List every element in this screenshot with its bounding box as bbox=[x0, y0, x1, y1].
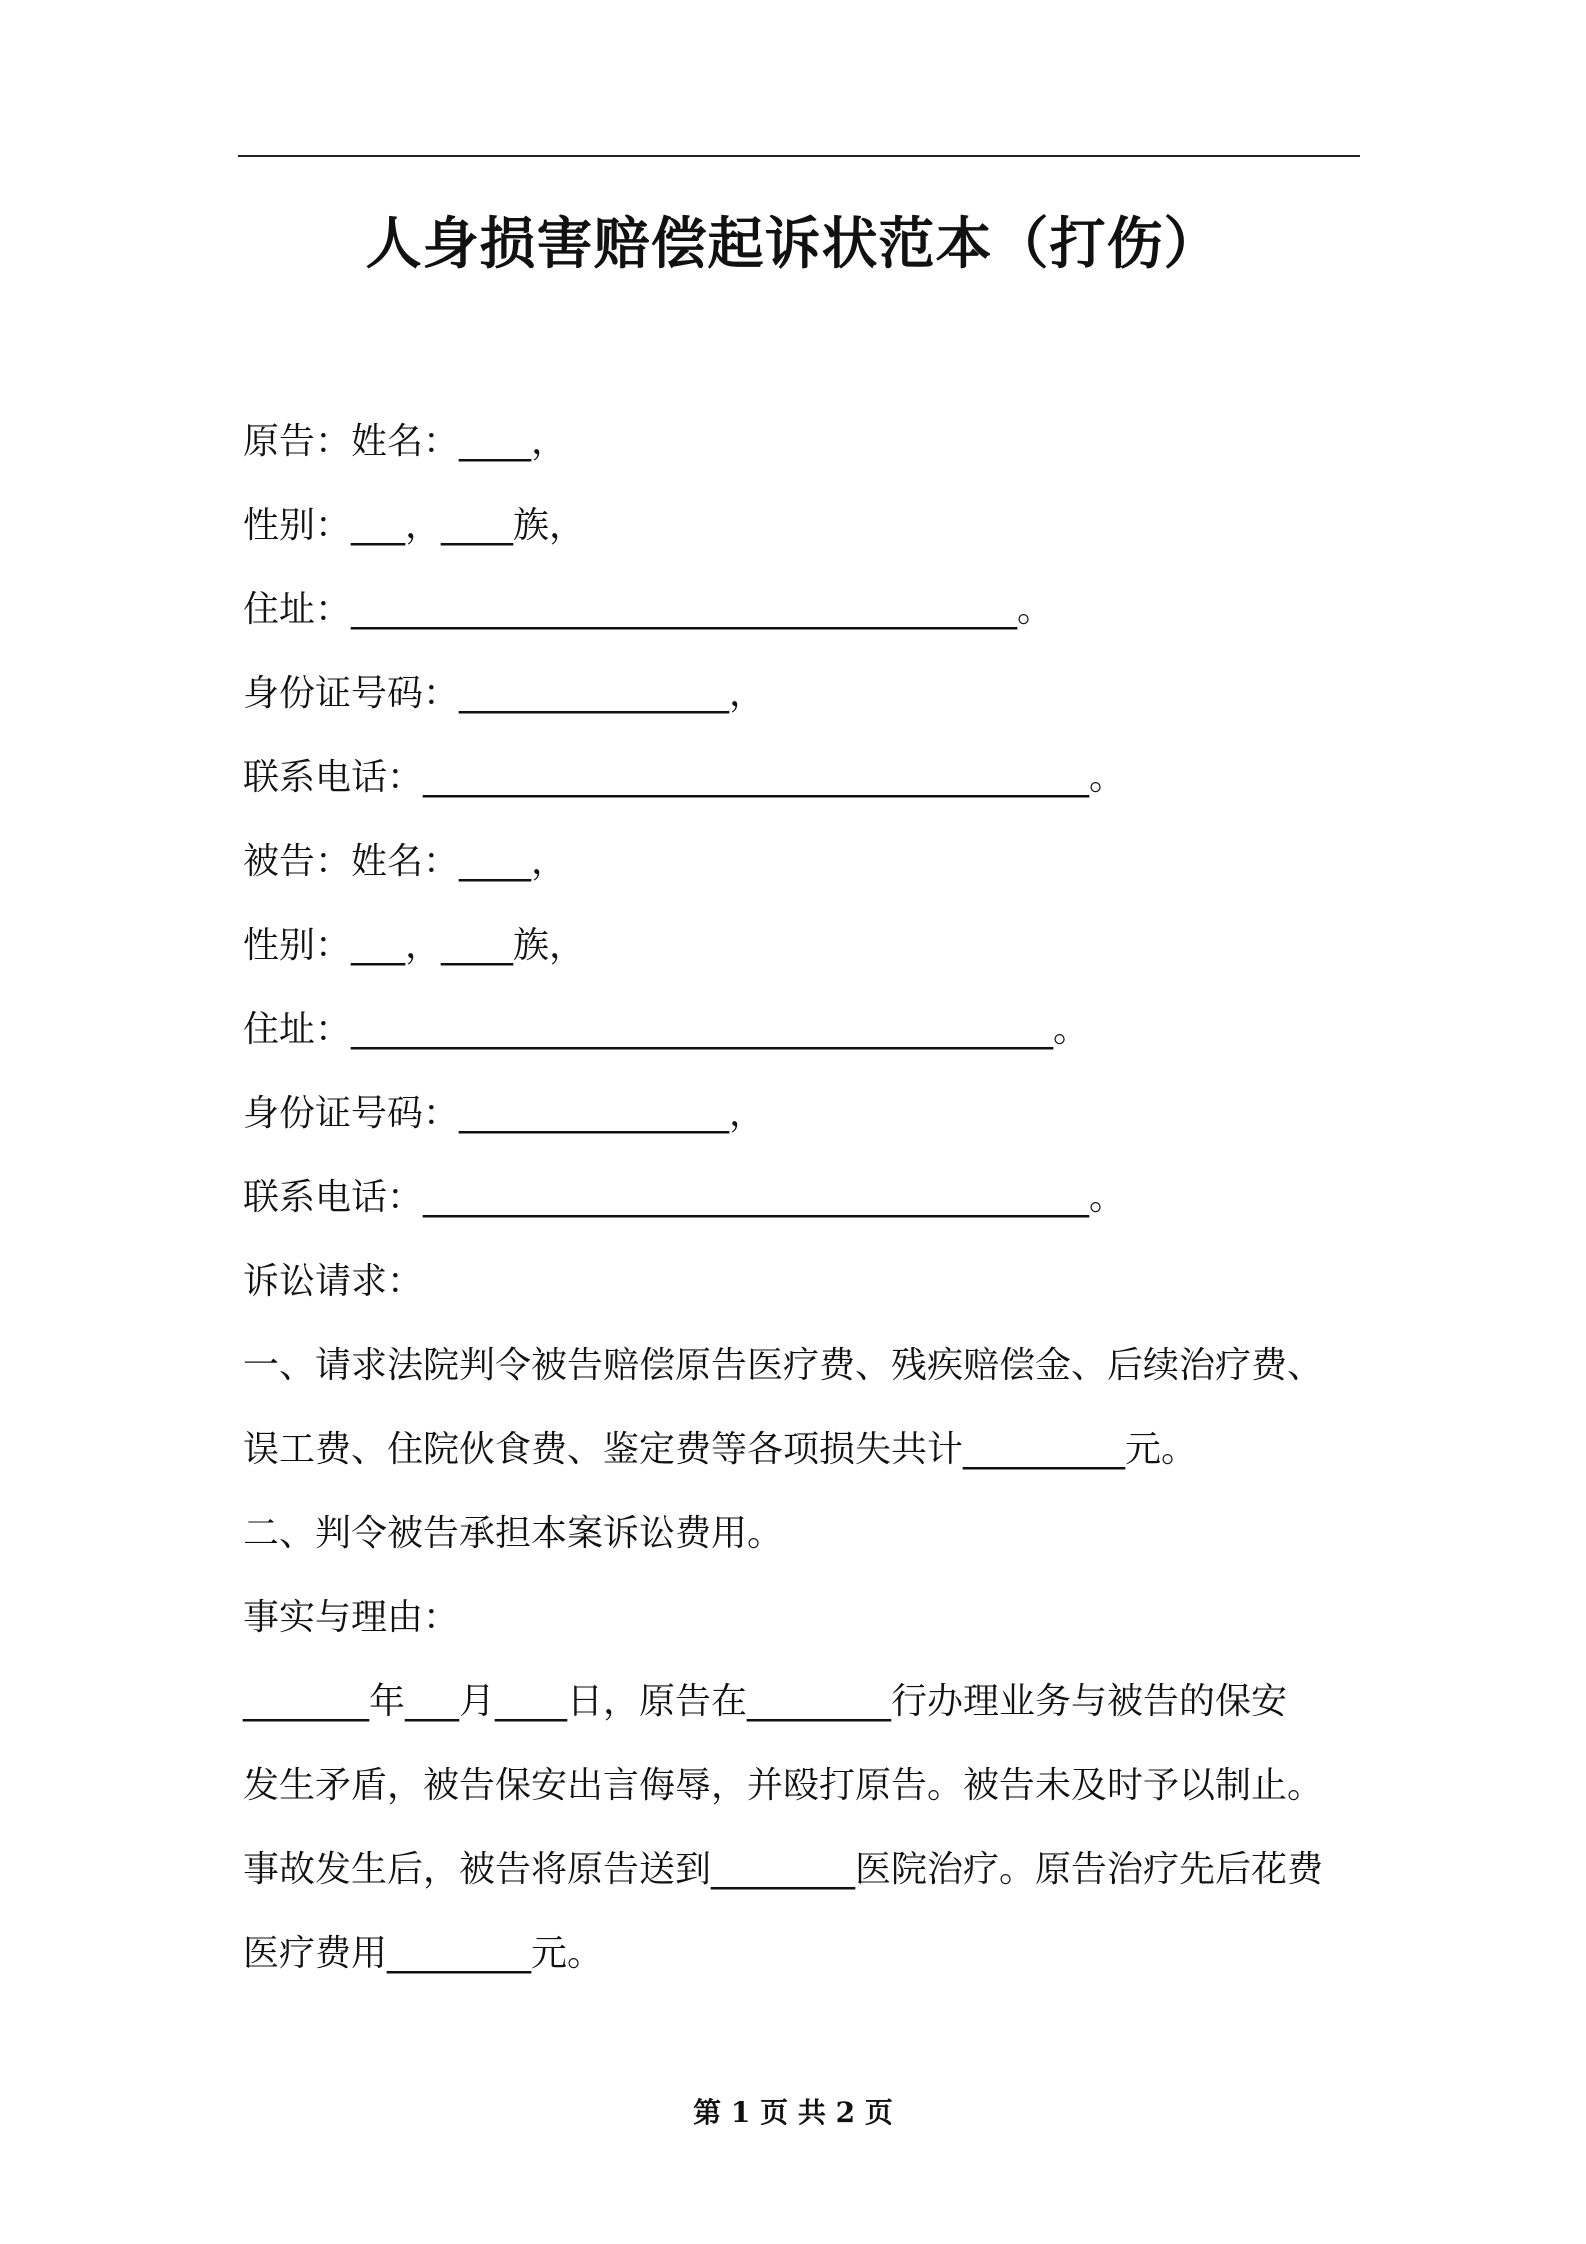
document-body bbox=[243, 400, 1363, 1996]
claims-heading: 诉讼请求： bbox=[243, 1261, 424, 1302]
claim-one-line-1: 一、请求法院判令被告赔偿原告医疗费、残疾赔偿金、后续治疗费、 bbox=[243, 1345, 1324, 1386]
facts-paragraph-line-4: 医疗费用________元。 bbox=[243, 1933, 604, 1974]
plaintiff-id-line: 身份证号码：_______________， bbox=[243, 673, 766, 714]
facts-heading: 事实与理由： bbox=[243, 1597, 460, 1638]
defendant-gender-line: 性别：___，____族， bbox=[243, 925, 586, 966]
page-number-footer: 第 1 页 共 2 页 bbox=[693, 2096, 893, 2129]
facts-paragraph-line-3: 事故发生后，被告将原告送到________医院治疗。原告治疗先后花费 bbox=[243, 1849, 1324, 1890]
facts-paragraph-line-1: _______年___月____日，原告在________行办理业务与被告的保安 bbox=[243, 1681, 1288, 1722]
plaintiff-name-line: 原告：姓名：____， bbox=[243, 421, 568, 462]
claim-one-line-2: 误工费、住院伙食费、鉴定费等各项损失共计_________元。 bbox=[243, 1429, 1198, 1470]
defendant-name-line: 被告：姓名：____， bbox=[243, 841, 568, 882]
plaintiff-phone-line: 联系电话：_____________________________________。 bbox=[243, 757, 1126, 798]
defendant-address-line: 住址：_______________________________________。 bbox=[243, 1009, 1090, 1050]
defendant-phone-line: 联系电话：_____________________________________。 bbox=[243, 1177, 1126, 1218]
claim-two-line: 二、判令被告承担本案诉讼费用。 bbox=[243, 1513, 784, 1554]
header-rule bbox=[238, 155, 1360, 157]
plaintiff-address-line: 住址：_____________________________________。 bbox=[243, 589, 1054, 630]
facts-paragraph-line-2: 发生矛盾，被告保安出言侮辱，并殴打原告。被告未及时予以制止。 bbox=[243, 1765, 1324, 1806]
defendant-id-line: 身份证号码：_______________， bbox=[243, 1093, 766, 1134]
document-title: 人身损害赔偿起诉状范本（打伤） bbox=[365, 212, 1221, 277]
plaintiff-gender-line: 性别：___，____族， bbox=[243, 505, 586, 546]
